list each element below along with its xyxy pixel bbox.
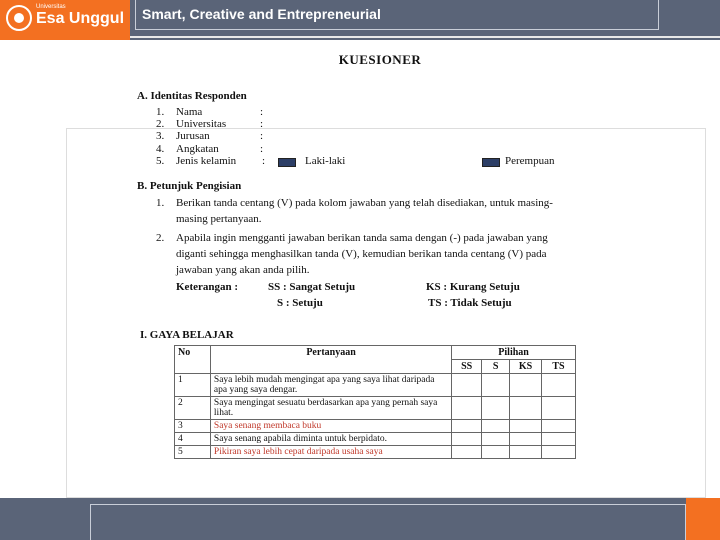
answer-cell-ss[interactable]: [452, 433, 482, 446]
choice-ss-header: SS: [452, 360, 482, 374]
answer-cell-ts[interactable]: [542, 374, 576, 397]
answer-cell-ks[interactable]: [510, 433, 542, 446]
logo[interactable]: [0, 0, 130, 40]
footer-outline: [90, 504, 686, 540]
answer-cell-s[interactable]: [482, 433, 510, 446]
table-row: [175, 446, 576, 459]
choice-ts-header: TS: [542, 360, 576, 374]
instruction-line: masing pertanyaan.: [176, 213, 262, 225]
col-question-header: Pertanyaan: [210, 346, 451, 374]
gender-female-label: Perempuan: [505, 155, 555, 167]
header-divider: [130, 36, 720, 38]
table-row: [175, 433, 576, 446]
row-question: Saya senang membaca buku: [210, 420, 451, 433]
gender-male-label: Laki-laki: [305, 155, 346, 167]
table-row: [175, 374, 576, 397]
footer-accent: [686, 498, 720, 540]
logo-small-text: Universitas: [36, 4, 66, 10]
logo-circle-icon: [6, 5, 32, 31]
legend-ks: KS : Kurang Setuju: [426, 281, 520, 293]
answer-cell-ts[interactable]: [542, 397, 576, 420]
table-row: [175, 420, 576, 433]
instruction-num: 2.: [156, 232, 165, 244]
answer-cell-ss[interactable]: [452, 420, 482, 433]
instruction-line: Apabila ingin mengganti jawaban berikan tanda sama dengan (-) pada jawaban yang: [176, 232, 548, 244]
identity-num: 4.: [156, 143, 165, 155]
identity-label-angkatan: Angkatan: [176, 143, 219, 155]
answer-cell-ts[interactable]: [542, 420, 576, 433]
row-question: Saya lebih mudah mengingat apa yang saya lihat daripada apa yang saya dengar.: [210, 374, 451, 397]
instruction-line: Berikan tanda centang (V) pada kolom jawaban yang telah disediakan, untuk masing-: [176, 197, 553, 209]
section-a-heading: A. Identitas Responden: [137, 90, 247, 102]
page-title: KUESIONER: [338, 52, 422, 67]
row-no: 3: [175, 420, 211, 433]
identity-num: 2.: [156, 118, 165, 130]
identity-label-nama: Nama: [176, 106, 203, 118]
identity-num: 3.: [156, 130, 165, 142]
identity-colon: :: [260, 143, 264, 155]
identity-num: 5.: [156, 155, 165, 167]
answer-cell-ts[interactable]: [542, 433, 576, 446]
answer-cell-ss[interactable]: [452, 397, 482, 420]
answer-cell-s[interactable]: [482, 397, 510, 420]
row-question: Pikiran saya lebih cepat daripada usaha saya: [210, 446, 451, 459]
legend-s: S : Setuju: [277, 297, 323, 309]
row-question: Saya mengingat sesuatu berdasarkan apa yang pernah saya lihat.: [210, 397, 451, 420]
gender-male-checkbox[interactable]: [278, 158, 296, 167]
identity-colon: :: [262, 155, 266, 167]
identity-colon: :: [260, 118, 264, 130]
identity-label-jurusan: Jurusan: [176, 130, 210, 142]
questionnaire-table: [174, 345, 576, 459]
answer-cell-s[interactable]: [482, 374, 510, 397]
logo-text: Esa Unggul: [36, 10, 125, 27]
instruction-line: diganti sehingga menghasilkan tanda (V), kemudian berikan tanda centang (V) pada: [176, 248, 547, 260]
gender-female-checkbox[interactable]: [482, 158, 500, 167]
tagline: Smart, Creative and Entrepreneurial: [142, 6, 381, 22]
col-no-header: No: [175, 346, 211, 374]
answer-cell-ss[interactable]: [452, 374, 482, 397]
section-b-heading: B. Petunjuk Pengisian: [137, 180, 242, 192]
instruction-line: jawaban yang akan anda pilih.: [176, 264, 310, 276]
legend-ss: SS : Sangat Setuju: [268, 281, 356, 293]
identity-label-jenis-kelamin: Jenis kelamin: [176, 155, 237, 167]
answer-cell-s[interactable]: [482, 446, 510, 459]
answer-cell-ks[interactable]: [510, 446, 542, 459]
answer-cell-ks[interactable]: [510, 374, 542, 397]
row-no: 5: [175, 446, 211, 459]
col-choices-header: Pilihan: [452, 346, 576, 360]
table-row: [175, 397, 576, 420]
legend-ts: TS : Tidak Setuju: [428, 297, 512, 309]
answer-cell-ks[interactable]: [510, 420, 542, 433]
identity-colon: :: [260, 106, 264, 118]
answer-cell-ss[interactable]: [452, 446, 482, 459]
instruction-num: 1.: [156, 197, 165, 209]
answer-cell-ks[interactable]: [510, 397, 542, 420]
row-no: 4: [175, 433, 211, 446]
identity-label-universitas: Universitas: [176, 118, 227, 130]
answer-cell-ts[interactable]: [542, 446, 576, 459]
legend-label: Keterangan :: [176, 281, 239, 293]
row-question: Saya senang apabila diminta untuk berpidato.: [210, 433, 451, 446]
answer-cell-s[interactable]: [482, 420, 510, 433]
identity-colon: :: [260, 130, 264, 142]
table-header-row: [175, 346, 576, 360]
section-i-heading: I. GAYA BELAJAR: [140, 329, 234, 341]
row-no: 2: [175, 397, 211, 420]
row-no: 1: [175, 374, 211, 397]
choice-s-header: S: [482, 360, 510, 374]
identity-num: 1.: [156, 106, 165, 118]
choice-ks-header: KS: [510, 360, 542, 374]
